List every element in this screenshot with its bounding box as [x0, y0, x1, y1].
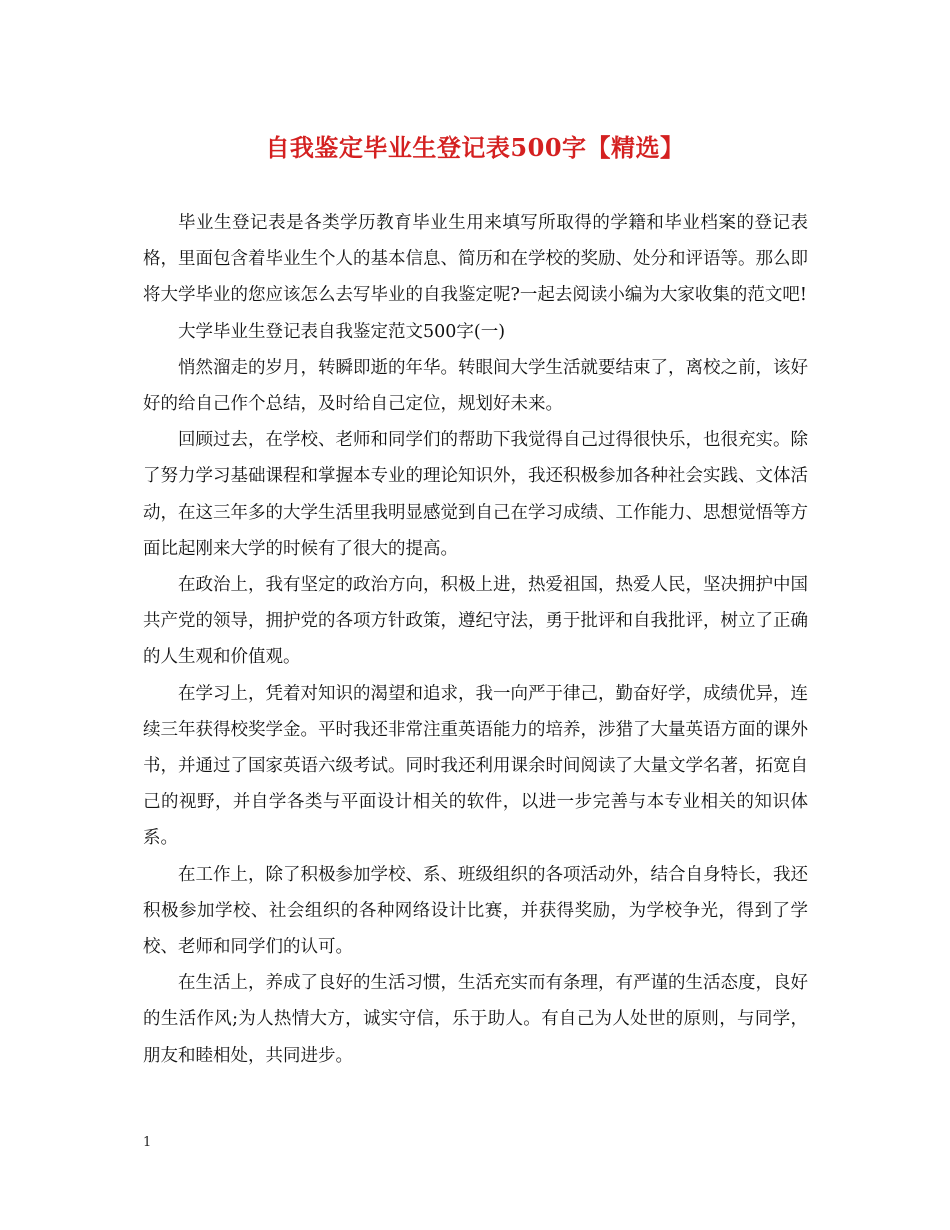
body-paragraph: 悄然溜走的岁月，转瞬即逝的年华。转眼间大学生活就要结束了，离校之前，该好好的给自己作个总结，及时给自己定位，规划好未来。 [143, 357, 808, 415]
document-title: 自我鉴定毕业生登记表500字【精选】 [265, 133, 685, 162]
section-heading: 大学毕业生登记表自我鉴定范文500字(一) [178, 321, 506, 342]
page-number: 1 [143, 1135, 152, 1150]
body-paragraph: 在学习上，凭着对知识的渴望和追求，我一向严于律己，勤奋好学，成绩优异，连续三年获得校奖学金。平时我还非常注重英语能力的培养，涉猎了大量英语方面的课外书，并通过了国家英语六级考试。同时我还利用课余时间阅读了大量文学名著，拓宽自己的视野，并自学各类与平面设计相关的软件，以进一步完善与本专业相关的知识体系。 [143, 683, 808, 849]
body-paragraph: 在工作上，除了积极参加学校、系、班级组织的各项活动外，结合自身特长，我还积极参加学校、社会组织的各种网络设计比赛，并获得奖励，为学校争光，得到了学校、老师和同学们的认可。 [143, 864, 808, 958]
body-paragraph: 在生活上，养成了良好的生活习惯，生活充实而有条理，有严谨的生活态度，良好的生活作风;为人热情大方，诚实守信，乐于助人。有自己为人处世的原则，与同学，朋友和睦相处，共同进步。 [143, 973, 808, 1066]
body-paragraph: 回顾过去，在学校、老师和同学们的帮助下我觉得自己过得很快乐，也很充实。除了努力学习基础课程和掌握本专业的理论知识外，我还积极参加各种社会实践、文体活动，在这三年多的大学生活里我明显感觉到自己在学习成绩、工作能力、思想觉悟等方面比起刚来大学的时候有了很大的提高。 [143, 430, 808, 559]
intro-paragraph: 毕业生登记表是各类学历教育毕业生用来填写所取得的学籍和毕业档案的登记表格，里面包含着毕业生个人的基本信息、简历和在学校的奖励、处分和评语等。那么即将大学毕业的您应该怎么去写毕业的自我鉴定呢?一起去阅读小编为大家收集的范文吧! [143, 213, 808, 306]
document-body [143, 205, 808, 1074]
body-paragraph: 在政治上，我有坚定的政治方向，积极上进，热爱祖国，热爱人民，坚决拥护中国共产党的领导，拥护党的各项方针政策，遵纪守法，勇于批评和自我批评，树立了正确的人生观和价值观。 [143, 575, 808, 668]
